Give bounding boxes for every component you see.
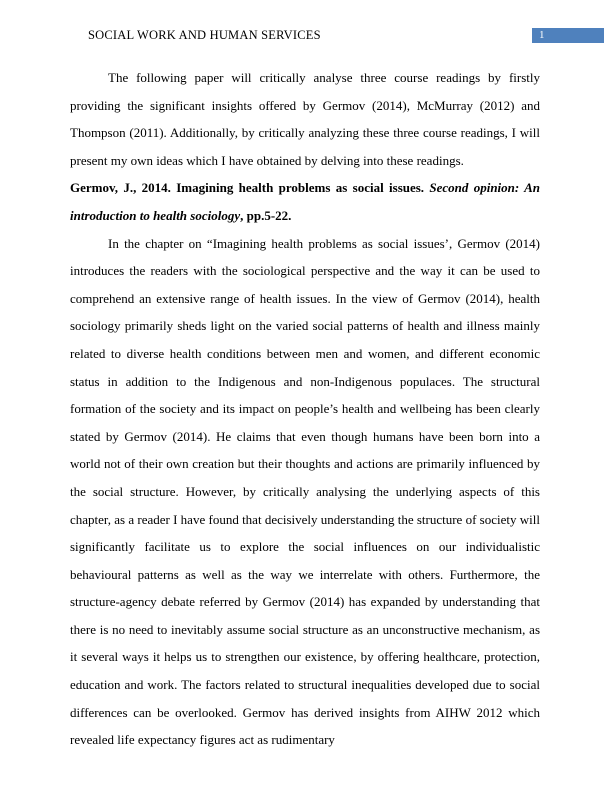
reference-heading-title: Second opinion: An introduction to health sociology	[70, 180, 540, 223]
reference-heading-pages: , pp.5-22.	[240, 207, 292, 223]
paragraph-intro: The following paper will critically analyse three course readings by firstly providing the significant insights offered by Germov (2014), McMurray (2012) and Thompson (2011). Additionally, by critically analyzing these three course readings, I will present my own ideas which I have obtained by delving into these readings.	[70, 70, 540, 168]
page-number-badge	[532, 28, 604, 43]
paragraph-germov-analysis: In the chapter on “Imagining health problems as social issues’, Germov (2014) introduces the readers with the sociological perspective and the way it can be used to comprehend an extensive range of health issues. In the view of Germov (2014), health sociology primarily sheds light on the varied social patterns of health and illness mainly related to diverse health conditions between men and women, and different economic status in addition to the Indigenous and non-Indigenous populaces. The structural formation of the society and its impact on people’s health and wellbeing has been clearly stated by Germov (2014). He claims that even though humans have been born into a world not of their own creation but their thoughts and actions are primarily influenced by the social structure. However, by critically analysing the underlying aspects of this chapter, as a reader I have found that decisively understanding the structure of society will significantly facilitate us to explore the social influences on our individualistic behavioural patterns as well as the way we interrelate with others. Furthermore, the structure-agency debate referred by Germov (2014) has expanded by understanding that there is no need to inevitably assume social structure as an unconstructive mechanism, as it several ways it helps us to strengthen our existence, by offering healthcare, protection, education and work. The factors related to structural inequalities developed due to social differences can be overlooked. Germov has derived insights from AIHW 2012 which revealed life expectancy figures act as rudimentary	[70, 235, 540, 748]
document-body	[70, 64, 540, 754]
reference-heading	[70, 174, 540, 229]
page-number: 1	[539, 29, 545, 41]
reference-heading-lead: Germov, J., 2014. Imagining health problems as social issues.	[70, 180, 430, 196]
page-header	[0, 28, 612, 46]
running-head: SOCIAL WORK AND HUMAN SERVICES	[88, 28, 321, 42]
